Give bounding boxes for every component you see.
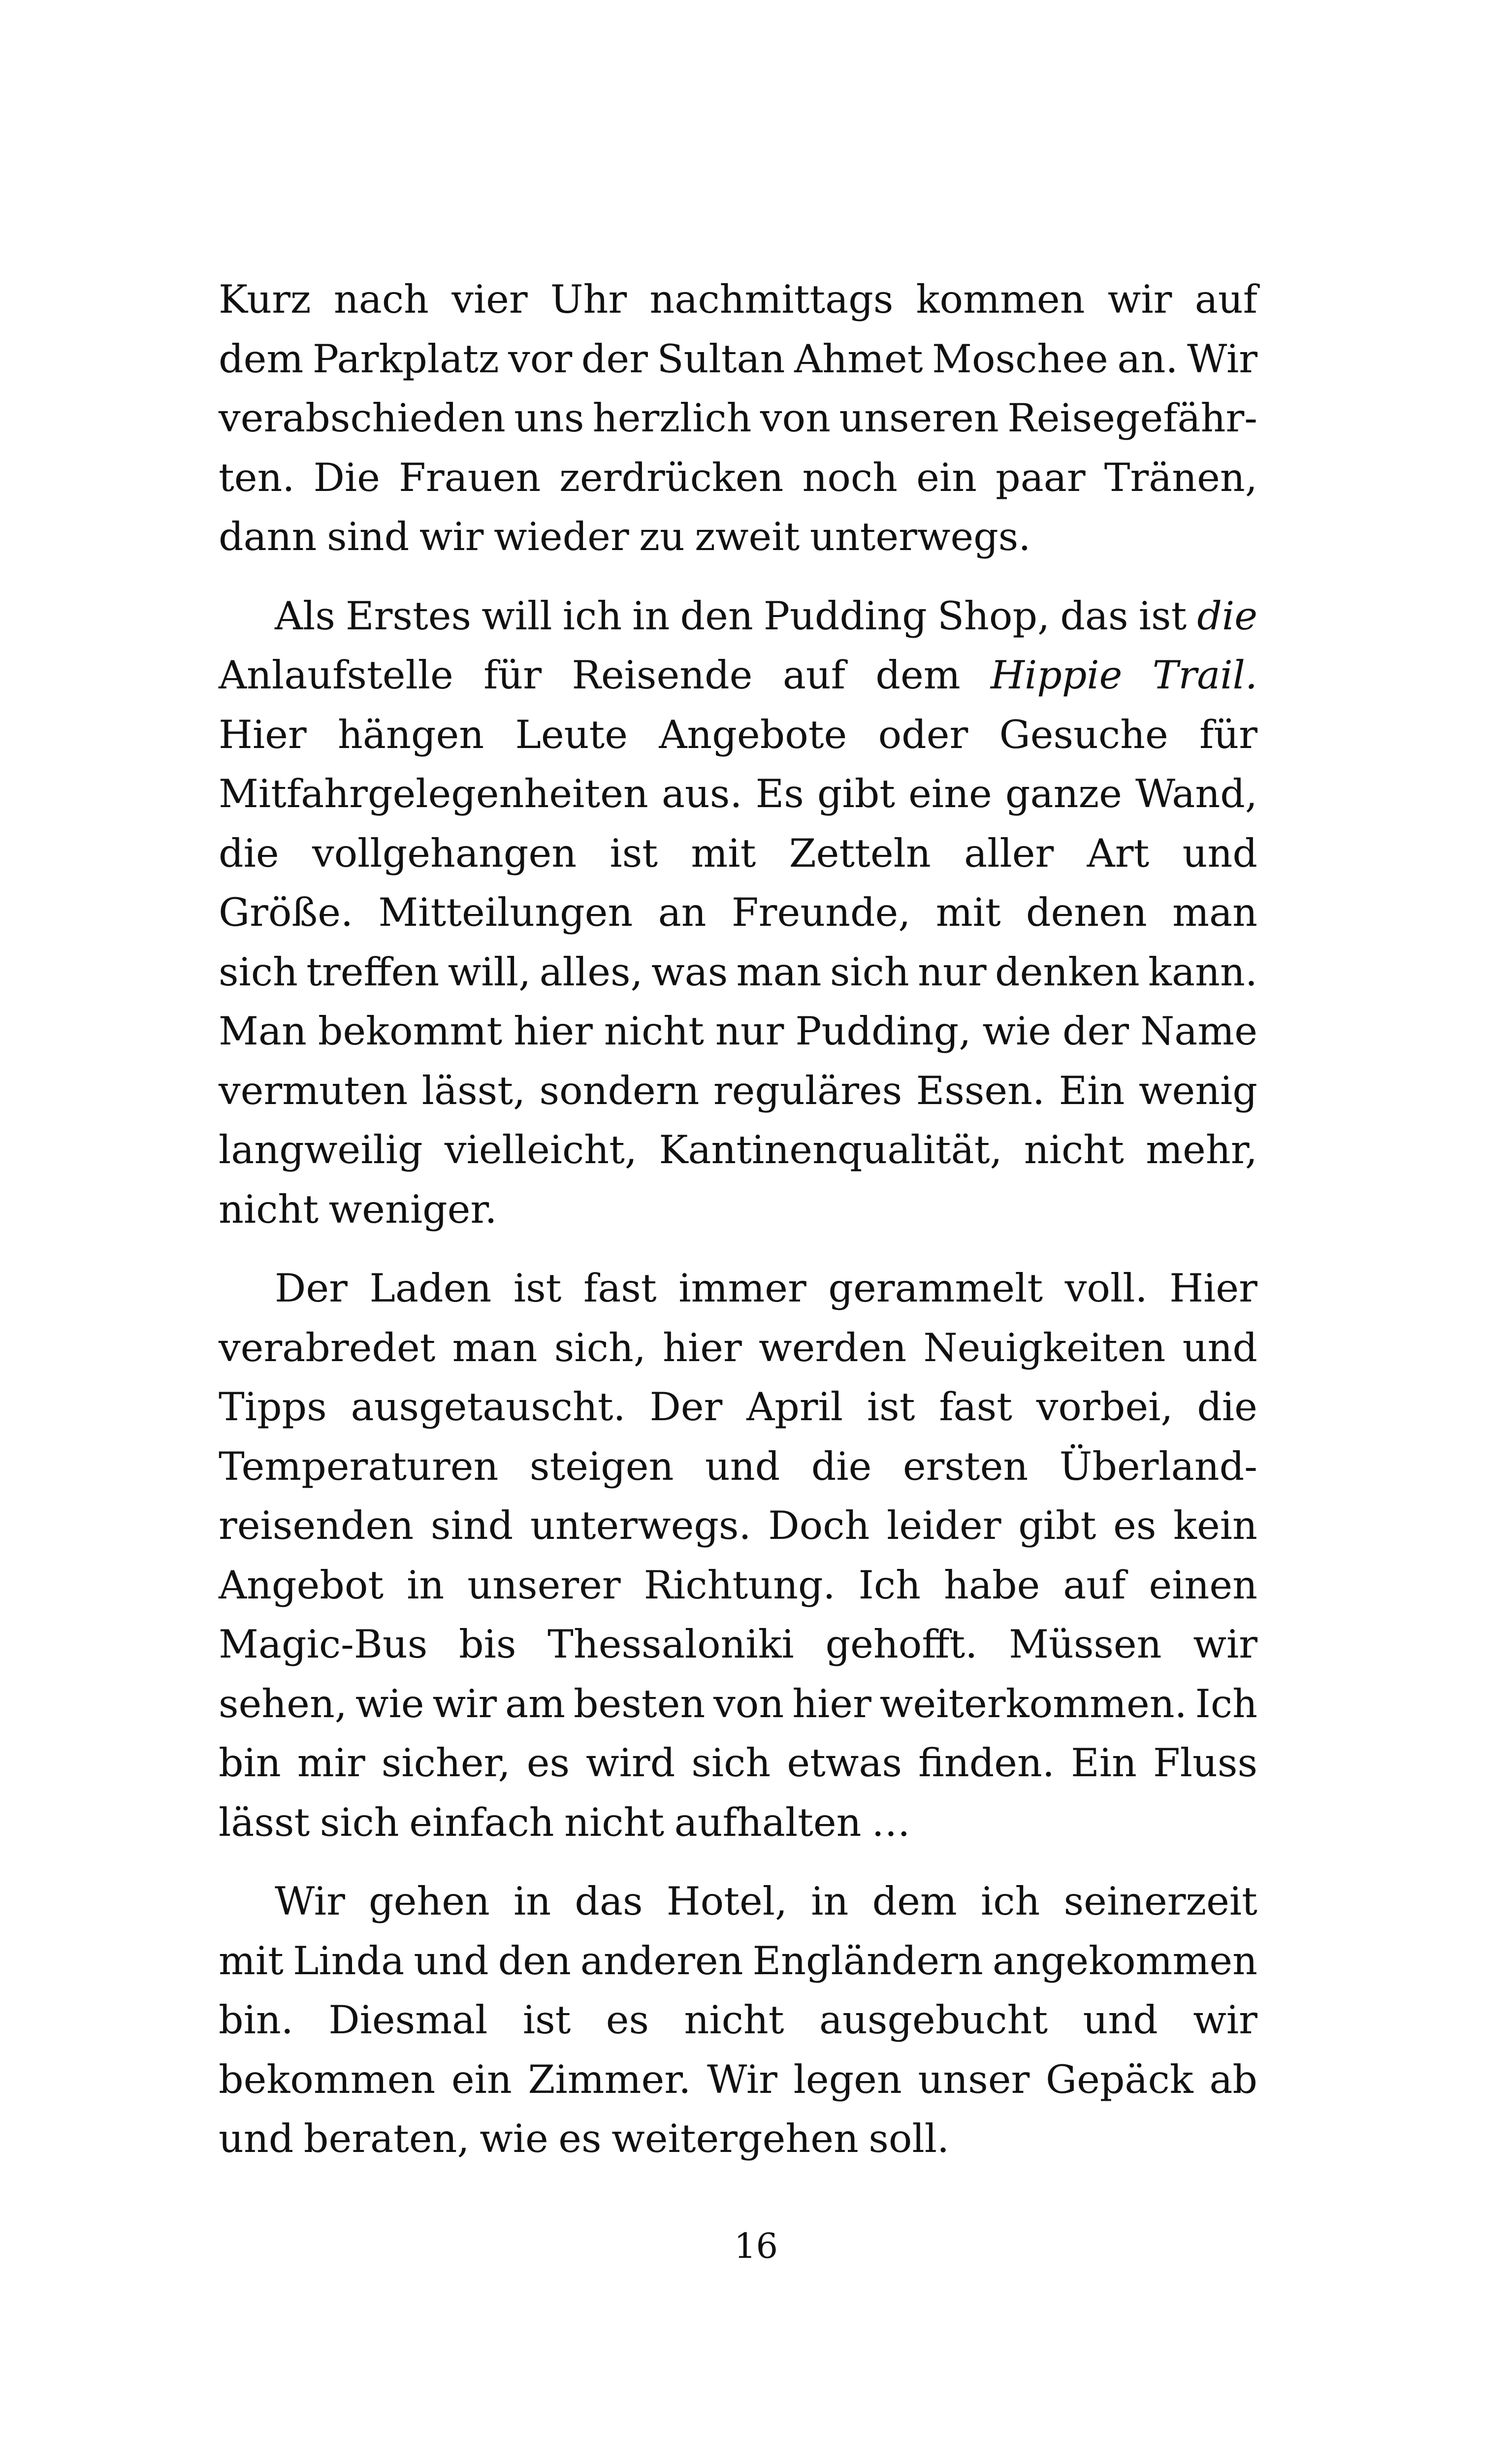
text-line: Man bekommt hier nicht nur Pudding, wie der Name: [219, 1009, 1257, 1054]
paragraph: [219, 586, 1257, 1239]
text-line: Wir gehen in das Hotel, in dem ich seinerzeit: [275, 1879, 1257, 1924]
text-line: bin mir sicher, es wird sich etwas finden. Ein Fluss: [219, 1740, 1257, 1786]
text-line: vermuten lässt, sondern reguläres Essen. Ein wenig: [219, 1068, 1257, 1113]
text-line: mit Linda und den anderen Engländern angekommen: [219, 1938, 1257, 1984]
body-text: [219, 270, 1257, 2188]
text-line: reisenden sind unterwegs. Doch leider gibt es kein: [219, 1503, 1257, 1548]
text-line: Kurz nach vier Uhr nachmittags kommen wir auf: [219, 277, 1257, 322]
page-number: 16: [734, 2226, 778, 2266]
text-line: dem Parkplatz vor der Sultan Ahmet Moschee an. Wir: [219, 336, 1257, 382]
text-line: Größe. Mitteilungen an Freunde, mit denen man: [219, 890, 1257, 935]
text-line: Der Laden ist fast immer gerammelt voll. Hier: [275, 1266, 1257, 1311]
text-line: Anlaufstelle für Reisende auf dem Hippie Trail.: [219, 652, 1257, 698]
paragraph: [219, 270, 1257, 567]
text-line: Hier hängen Leute Angebote oder Gesuche für: [219, 712, 1257, 757]
text-line: die vollgehangen ist mit Zetteln aller Art und: [219, 830, 1257, 876]
text-line: Magic-Bus bis Thessaloniki gehofft. Müssen wir: [219, 1622, 1257, 1667]
text-line: Tipps ausgetauscht. Der April ist fast vorbei, die: [219, 1384, 1257, 1430]
text-line: langweilig vielleicht, Kantinenqualität, nicht mehr,: [219, 1127, 1257, 1173]
paragraph: [219, 1872, 1257, 2169]
text-line: Temperaturen steigen und die ersten Überland-: [219, 1443, 1257, 1489]
text-line: sich treffen will, alles, was man sich nur denken kann.: [219, 949, 1257, 995]
text-line: bin. Diesmal ist es nicht ausgebucht und wir: [219, 1997, 1257, 2043]
paragraph: [219, 1259, 1257, 1852]
text-line: bekommen ein Zimmer. Wir legen unser Gepäck ab: [219, 2056, 1257, 2102]
text-line: Mitfahrgelegenheiten aus. Es gibt eine ganze Wand,: [219, 771, 1257, 816]
text-line: und beraten, wie es weitergehen soll.: [219, 2116, 950, 2161]
text-line: sehen, wie wir am besten von hier weiterkommen. Ich: [219, 1681, 1257, 1726]
text-line: verabredet man sich, hier werden Neuigkeiten und: [219, 1325, 1257, 1370]
text-line: dann sind wir wieder zu zweit unterwegs.: [219, 514, 1031, 559]
text-line: lässt sich einfach nicht aufhalten …: [219, 1799, 911, 1845]
text-line: Angebot in unserer Richtung. Ich habe auf einen: [219, 1562, 1257, 1608]
text-line: Als Erstes will ich in den Pudding Shop, das ist die: [275, 593, 1257, 639]
text-line: ten. Die Frauen zerdrücken noch ein paar Tränen,: [219, 455, 1257, 500]
text-line: nicht weniger.: [219, 1186, 497, 1232]
text-line: verabschieden uns herzlich von unseren Reisegefähr-: [219, 395, 1257, 441]
